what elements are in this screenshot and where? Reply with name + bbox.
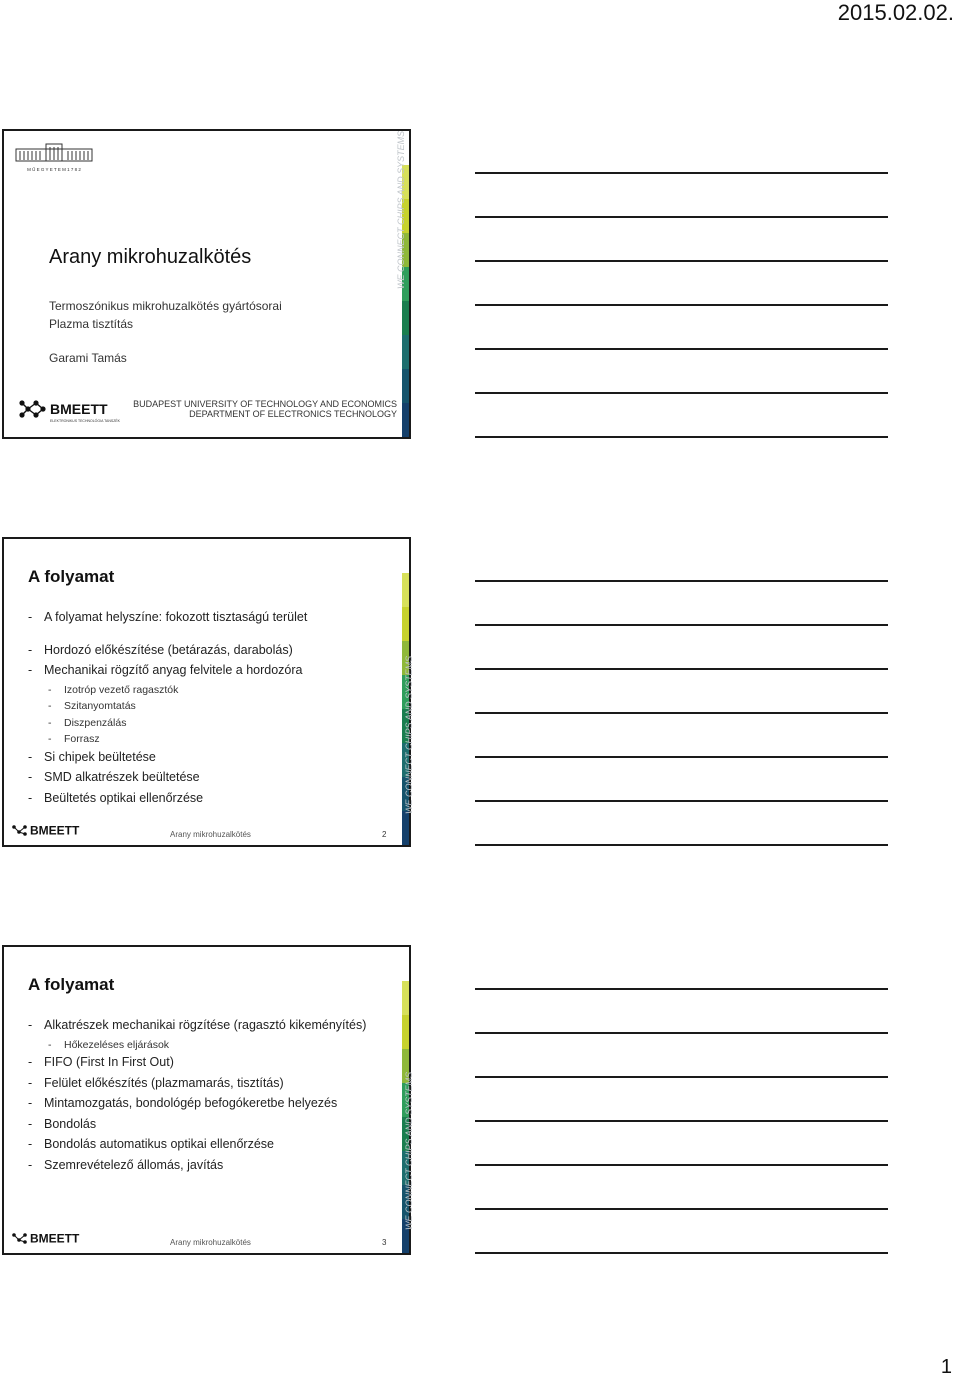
bullet-text: Si chipek beültetése — [44, 749, 156, 764]
bullet-dash: - — [28, 790, 33, 805]
bullet-dash: - — [28, 1158, 33, 1173]
bullet-dash: - — [48, 700, 52, 713]
bullet-dash: - — [28, 1116, 33, 1131]
bullet-item — [28, 1038, 400, 1052]
color-bar-segment — [402, 947, 409, 981]
slide-number: 2 — [382, 830, 387, 839]
bullet-text: Beültetés optikai ellenőrzése — [44, 790, 204, 805]
bullet-dash: - — [28, 663, 33, 678]
spacer — [28, 630, 400, 642]
bullet-text: Bondolás automatikus optikai ellenőrzése — [44, 1137, 274, 1152]
color-bar-segment — [402, 981, 409, 1015]
subtitle-line-2: Plazma tisztítás — [49, 317, 134, 331]
note-line — [475, 1120, 888, 1122]
note-line — [475, 988, 888, 990]
bullet-dash: - — [28, 1018, 33, 1032]
bullet-text: Mechanikai rögzítő anyag felvitele a hordozóra — [44, 663, 303, 678]
bullet-list — [28, 1017, 400, 1178]
subtitle-line-1: Termoszónikus mikrohuzalkötés gyártósorai — [49, 299, 282, 313]
bullet-item — [28, 1095, 400, 1112]
color-bar-segment — [402, 573, 409, 607]
note-line — [475, 668, 888, 670]
bullet-dash: - — [28, 1137, 33, 1152]
bullet-item — [28, 642, 400, 659]
bullet-item — [28, 1157, 400, 1174]
bullet-text: Szitanyomtatás — [64, 700, 136, 713]
note-line — [475, 844, 888, 846]
bullet-dash: - — [28, 1096, 33, 1111]
svg-text:BMEETT: BMEETT — [50, 401, 108, 417]
tagline-vertical: WE CONNECT CHIPS AND SYSTEMS — [404, 1071, 414, 1230]
bullet-item — [28, 732, 400, 746]
svg-text:BMEETT: BMEETT — [30, 823, 80, 838]
page-number: 1 — [940, 1356, 952, 1378]
slide-2-thumbnail — [2, 537, 414, 847]
bmeett-logo — [16, 397, 126, 425]
note-line — [475, 1164, 888, 1166]
bullet-item — [28, 1017, 400, 1034]
bullet-item — [28, 716, 400, 730]
bullet-dash: - — [28, 610, 33, 624]
bullet-item — [28, 699, 400, 713]
note-line — [475, 624, 888, 626]
color-bar-segment — [402, 607, 409, 641]
bullet-text: Forrasz — [64, 733, 100, 746]
svg-text:ELEKTRONIKUS TECHNOLÓGIA TANSZ: ELEKTRONIKUS TECHNOLÓGIA TANSZÉK — [50, 419, 121, 423]
note-line — [475, 1208, 888, 1210]
note-line — [475, 260, 888, 262]
svg-text:M Ű E G Y E T E M 1 7 8 2: M Ű E G Y E T E M 1 7 8 2 — [27, 167, 81, 172]
note-line — [475, 1252, 888, 1254]
color-bar-segment — [402, 369, 409, 403]
bullet-dash: - — [28, 1075, 33, 1090]
color-bar-segment — [402, 539, 409, 573]
slide-3-thumbnail — [2, 945, 414, 1255]
bullet-dash: - — [48, 683, 52, 696]
footer-title: Arany mikrohuzalkötés — [170, 1238, 251, 1247]
note-line — [475, 348, 888, 350]
bullet-text: Hőkezeléses eljárások — [64, 1038, 170, 1051]
note-line — [475, 436, 888, 438]
note-line — [475, 756, 888, 758]
color-bar-segment — [402, 335, 409, 369]
note-line — [475, 304, 888, 306]
note-line — [475, 216, 888, 218]
bullet-item — [28, 749, 400, 766]
slide-title: A folyamat — [28, 975, 115, 994]
bullet-item — [28, 1054, 400, 1071]
bullet-item — [28, 769, 400, 786]
bullet-dash: - — [28, 749, 33, 764]
bullet-text: Alkatrészek mechanikai rögzítése (ragasztó kikeményítés) — [44, 1018, 367, 1032]
bullet-list — [28, 609, 400, 811]
bullet-item — [28, 1075, 400, 1092]
header-date: 2015.02.02. — [837, 0, 954, 25]
bullet-dash: - — [28, 642, 33, 657]
bullet-text: Mintamozgatás, bondológép befogókeretbe helyezés — [44, 1096, 338, 1111]
author-name: Garami Tamás — [49, 351, 127, 365]
note-line — [475, 712, 888, 714]
slide-number: 3 — [382, 1238, 387, 1247]
bullet-item — [28, 1116, 400, 1133]
footer-title: Arany mikrohuzalkötés — [170, 830, 251, 839]
slide-title: A folyamat — [28, 567, 115, 586]
university-building-logo — [14, 143, 94, 173]
svg-text:BMEETT: BMEETT — [30, 1231, 80, 1246]
bullet-dash: - — [48, 733, 52, 746]
note-line — [475, 392, 888, 394]
note-line — [475, 1076, 888, 1078]
color-bar-segment — [402, 1015, 409, 1049]
bullet-item — [28, 662, 400, 679]
color-bar-segment — [402, 811, 409, 845]
color-bar-segment — [402, 301, 409, 335]
bullet-dash: - — [28, 1055, 33, 1070]
bullet-dash: - — [48, 1038, 52, 1051]
bullet-text: SMD alkatrészek beültetése — [44, 770, 200, 785]
tagline-vertical: WE CONNECT CHIPS AND SYSTEMS — [396, 130, 406, 289]
bmeett-footer-logo — [10, 822, 86, 838]
bmeett-footer-logo — [10, 1230, 86, 1246]
department-name: DEPARTMENT OF ELECTRONICS TECHNOLOGY — [189, 409, 397, 419]
bullet-item — [28, 790, 400, 807]
bullet-text: Felület előkészítés (plazmamarás, tisztítás) — [44, 1075, 284, 1090]
presentation-title: Arany mikrohuzalkötés — [49, 246, 252, 268]
bullet-text: Hordozó előkészítése (betárazás, darabolás) — [44, 642, 293, 657]
bullet-text: Szemrevételező állomás, javítás — [44, 1158, 224, 1173]
bullet-text: FIFO (First In First Out) — [44, 1055, 174, 1070]
color-bar-segment — [402, 403, 409, 437]
slide-1-thumbnail — [2, 129, 411, 439]
bullet-text: Diszpenzálás — [64, 716, 127, 729]
bullet-item — [28, 609, 400, 626]
bullet-dash: - — [28, 770, 33, 785]
university-name: BUDAPEST UNIVERSITY OF TECHNOLOGY AND ECONOMICS — [133, 399, 397, 409]
note-line — [475, 800, 888, 802]
bullet-item — [28, 1136, 400, 1153]
tagline-vertical: WE CONNECT CHIPS AND SYSTEMS — [404, 655, 414, 814]
note-line — [475, 1032, 888, 1034]
bullet-text: Izotróp vezető ragasztók — [64, 683, 179, 696]
bullet-text: Bondolás — [44, 1116, 97, 1131]
bullet-item — [28, 683, 400, 697]
note-line — [475, 172, 888, 174]
bullet-dash: - — [48, 716, 52, 729]
bullet-text: A folyamat helyszíne: fokozott tisztaságú terület — [44, 610, 308, 624]
note-line — [475, 580, 888, 582]
